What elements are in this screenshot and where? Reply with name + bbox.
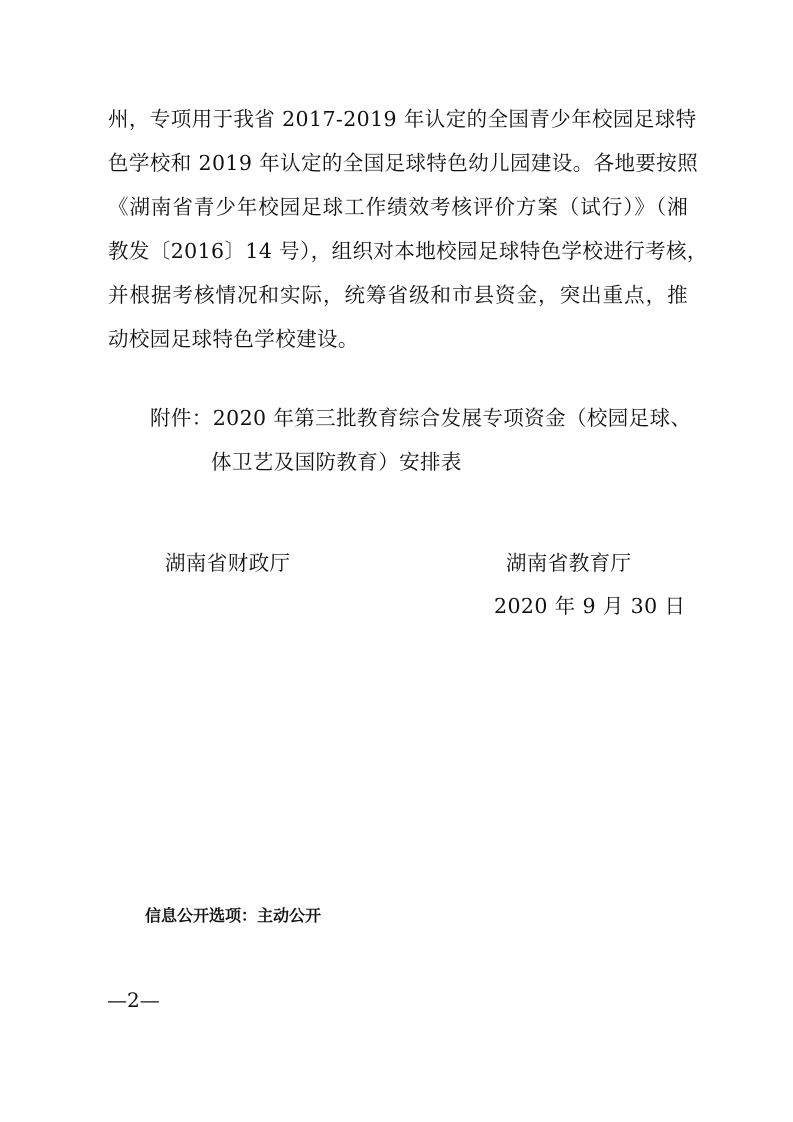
signature-finance-department: 湖南省财政厅 <box>165 551 291 575</box>
page-number: —2— <box>107 988 160 1012</box>
body-line-6: 动校园足球特色学校建设。 <box>108 327 359 351</box>
attachment-line-2: 体卫艺及国防教育）安排表 <box>211 450 462 474</box>
body-line-1: 州，专项用于我省 2017-2019 年认定的全国青少年校园足球特 <box>108 107 697 131</box>
body-line-4: 教发〔2016〕14 号），组织对本地校园足球特色学校进行考核， <box>108 239 708 263</box>
body-line-3: 《湖南省青少年校园足球工作绩效考核评价方案（试行）》（湘 <box>108 195 688 219</box>
signature-education-department: 湖南省教育厅 <box>506 551 632 575</box>
body-line-2: 色学校和 2019 年认定的全国足球特色幼儿园建设。各地要按照 <box>108 151 699 175</box>
body-line-5: 并根据考核情况和实际，统筹省级和市县资金，突出重点，推 <box>108 283 688 307</box>
signature-date: 2020 年 9 月 30 日 <box>494 594 686 618</box>
attachment-line-1: 附件：2020 年第三批教育综合发展专项资金（校园足球、 <box>150 406 692 430</box>
disclosure-option: 信息公开选项：主动公开 <box>145 906 322 925</box>
